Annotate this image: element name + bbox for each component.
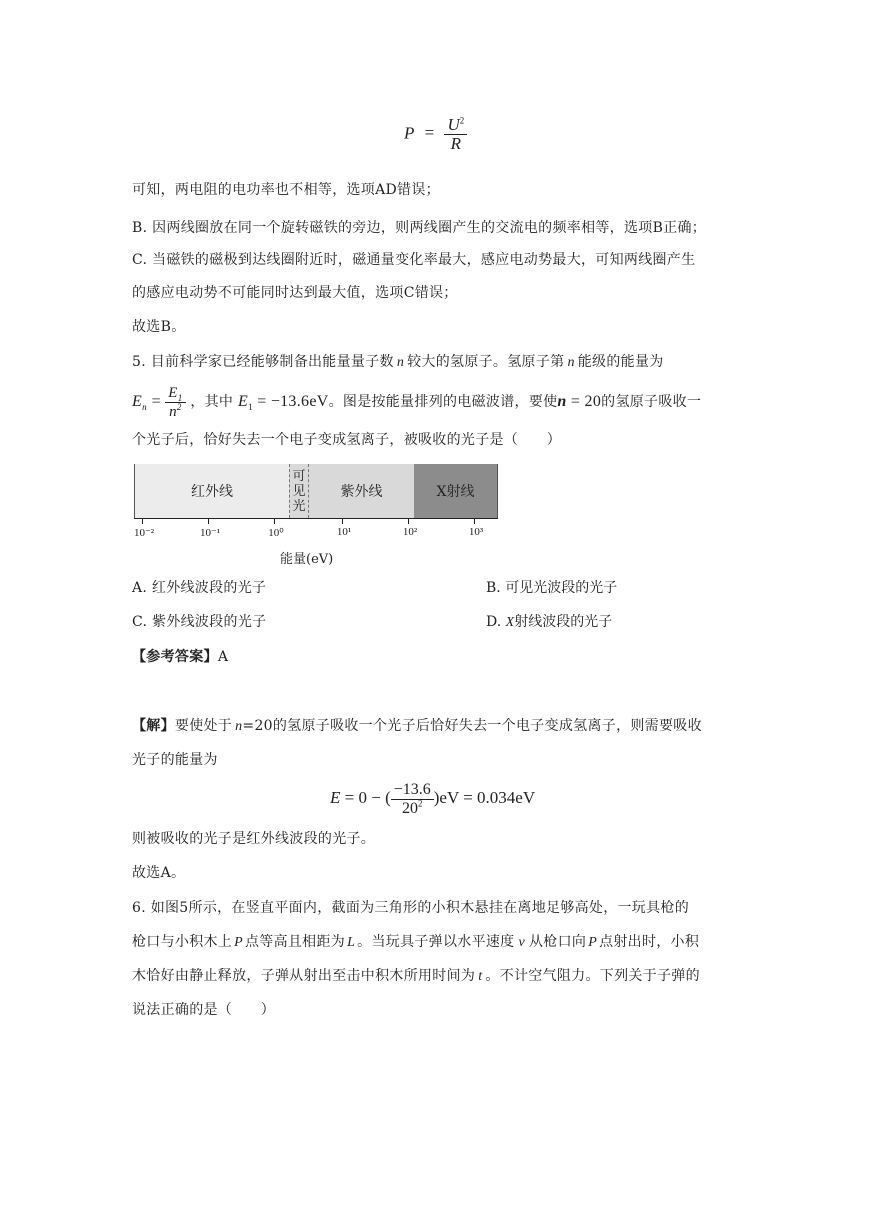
option-d: D. X射线波段的光子: [486, 614, 613, 630]
question6-line4: 说法正确的是（ ）: [132, 1002, 275, 1018]
eq-rhs: )eV = 0.034eV: [433, 788, 536, 807]
tick-label: 10⁻¹: [199, 527, 221, 539]
tick-label: 10²: [402, 526, 418, 538]
axis-line: [134, 518, 498, 519]
power-num: U: [447, 115, 460, 134]
power-eq: =: [424, 123, 435, 143]
band-visible: 可 见 光: [289, 464, 309, 518]
answer-label: 【参考答案】: [132, 649, 218, 665]
en-lhs: $E_n$: [132, 393, 147, 413]
explanation-line4: 故选A。: [132, 865, 186, 881]
tick-label: 10⁰: [268, 527, 284, 539]
option-c: C. 紫外线波段的光子: [132, 614, 267, 630]
question6-line2: 枪口与小积木上 P 点等高且相距为 L 。当玩具子弹以水平速度 v 从枪口向 P 点射出时，小积: [132, 934, 700, 950]
tick-label: 10³: [468, 526, 484, 538]
en-fraction: $\frac{E_1}{n^2}$: [165, 384, 185, 421]
power-lhs: P: [404, 123, 415, 143]
spectrum-diagram: [132, 460, 502, 572]
question5-line2: $E_n$ = $\frac{E_1}{n^2}$ ，其中 $E_1 = -13.6eV$。图是按能量排列的电磁波谱，要使n = 20的氢原子吸收一: [132, 384, 702, 420]
paragraph-line: B. 因两线圈放在同一个旋转磁铁的旁边，则两线圈产生的交流电的频率相等，选项B正确；: [132, 220, 707, 236]
explanation-line3: 则被吸收的光子是红外线波段的光子。: [132, 831, 376, 847]
tick: [274, 518, 275, 524]
power-formula: [404, 116, 467, 153]
paragraph-line: 故选B。: [132, 319, 186, 335]
tick-label: 10¹: [336, 526, 352, 538]
band-xray: X射线: [414, 464, 497, 518]
question5-line1: 5. 目前科学家已经能够制备出能量量子数 n 较大的氢原子。氢原子第 n 能级的能量为: [132, 354, 664, 370]
tick: [208, 518, 209, 524]
paragraph-line: 的感应电动势不可能同时达到最大值，选项C错误；: [132, 285, 458, 301]
answer: [132, 647, 228, 667]
tick: [408, 518, 409, 524]
band-infrared: 红外线: [135, 464, 289, 518]
tick: [142, 518, 143, 524]
power-fraction: [444, 116, 467, 153]
tick: [342, 518, 343, 524]
explanation-line2: 光子的能量为: [132, 752, 218, 768]
tick-label: 10⁻²: [133, 527, 155, 539]
explanation-line1: 【解】要使处于 n=20的氢原子吸收一个光子后恰好失去一个电子变成氢离子，则需要吸收: [132, 718, 702, 734]
option-b: B. 可见光波段的光子: [486, 580, 618, 596]
paragraph-line: 可知，两电阻的电功率也不相等，选项AD错误；: [132, 182, 440, 198]
answer-value: A: [217, 649, 229, 665]
question6-line3: 木恰好由静止释放，子弹从射出至击中积木所用时间为 t 。不计空气阻力。下列关于子弹的: [132, 968, 700, 984]
power-den: R: [450, 134, 462, 153]
question6-line1: 6. 如图5所示，在竖直平面内，截面为三角形的小积木悬挂在离地足够高处，一玩具枪的: [132, 900, 690, 916]
band-ultraviolet: 紫外线: [309, 464, 414, 518]
option-a: A. 红外线波段的光子: [132, 580, 267, 596]
paragraph-line: C. 当磁铁的磁极到达线圈附近时，磁通量变化率最大，感应电动势最大，可知两线圈产生: [132, 252, 696, 268]
energy-equation: [330, 776, 535, 820]
tick: [474, 518, 475, 524]
eq-lhs: E = 0 − (: [330, 788, 391, 807]
power-num-sup: 2: [459, 115, 465, 126]
question5-line3: 个光子后，恰好失去一个电子变成氢离子，被吸收的光子是（ ）: [132, 432, 561, 448]
axis-label: 能量(eV): [280, 552, 334, 567]
eq-fraction: $\frac{-13.6}{20^2}$: [391, 781, 434, 818]
